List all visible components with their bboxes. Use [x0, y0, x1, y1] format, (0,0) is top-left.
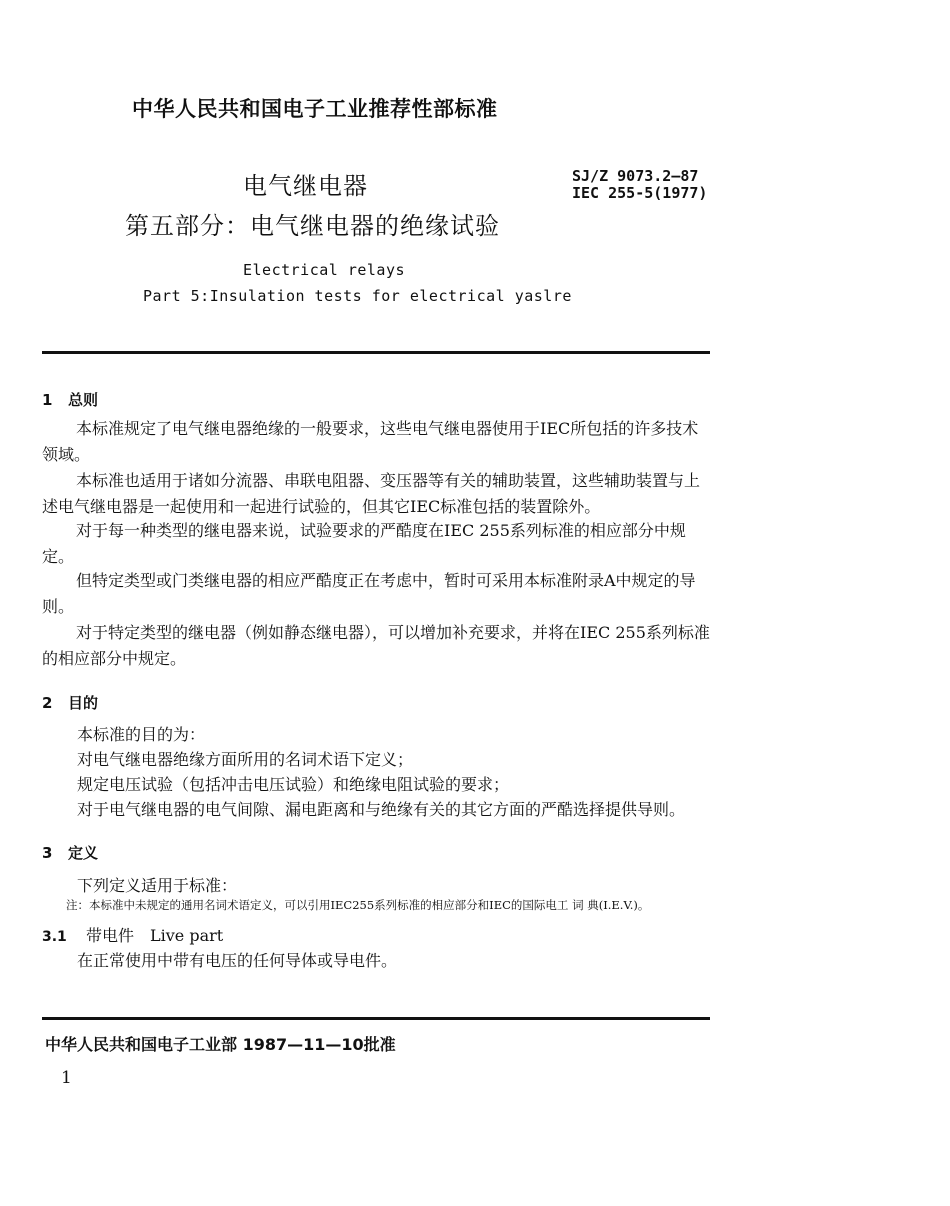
section-2-line: 本标准的目的为：: [77, 725, 206, 744]
document-title-zh-line2: 第五部分：电气继电器的绝缘试验: [125, 212, 500, 240]
document-title-en-line2: Part 5:Insulation tests for electrical yaslre: [143, 287, 572, 305]
standard-code: SJ/Z 9073.2—87: [572, 167, 699, 185]
section-1-paragraph: 但特定类型或门类继电器的相应严酷度正在考虑中，暂时可采用本标准附录A中规定的导则。: [42, 571, 696, 616]
section-1-paragraph: 本标准也适用于诸如分流器、串联电阻器、变压器等有关的辅助装置，这些辅助装置与上述电气继电器是一起使用和一起进行试验的，但其它IEC标准包括的装置除外。: [42, 471, 701, 516]
section-2-heading: [42, 692, 98, 713]
section-1-paragraph: 对于特定类型的继电器（例如静态继电器），可以增加补充要求，并将在IEC 255系列标准的相应部分中规定。: [42, 623, 710, 668]
section-1-paragraph: 对于每一种类型的继电器来说，试验要求的严酷度在IEC 255系列标准的相应部分中规定。: [42, 521, 686, 566]
section-2-title: 目的: [68, 694, 99, 712]
section-1-heading: [42, 389, 98, 410]
page-number: 1: [61, 1068, 72, 1088]
document-title-en-line1: Electrical relays: [243, 261, 406, 279]
section-1-number: 1: [42, 391, 53, 409]
definition-3-1-term: 带电件 Live part: [86, 926, 224, 945]
top-divider: [42, 351, 710, 354]
section-3-title: 定义: [68, 844, 99, 862]
document-title-zh-line1: 电气继电器: [243, 172, 368, 200]
iec-code: IEC 255-5(1977): [572, 184, 708, 202]
definition-3-1-text: 在正常使用中带有电压的任何导体或导电件。: [77, 951, 398, 970]
section-2-line: 规定电压试验（包括冲击电压试验）和绝缘电阻试验的要求；: [77, 775, 510, 794]
definition-3-1-number: 3.1: [42, 929, 67, 945]
section-3-heading: [42, 842, 98, 863]
ministry-standard-header: 中华人民共和国电子工业推荐性部标准: [132, 97, 498, 121]
section-2-line: 对于电气继电器的电气间隙、漏电距离和与绝缘有关的其它方面的严酷选择提供导则。: [77, 800, 686, 819]
section-3-number: 3: [42, 844, 53, 862]
section-2-number: 2: [42, 694, 53, 712]
section-2-line: 对电气继电器绝缘方面所用的名词术语下定义；: [77, 750, 414, 769]
definition-3-1: [42, 923, 223, 946]
section-1-paragraph: 本标准规定了电气继电器绝缘的一般要求，这些电气继电器使用于IEC所包括的许多技术领域。: [42, 419, 699, 464]
section-3-note: 注：本标准中未规定的通用名词术语定义，可以引用IEC255系列标准的相应部分和IEC的国际电工 词 典(I.E.V.)。: [66, 898, 650, 912]
section-1-title: 总则: [68, 391, 99, 409]
bottom-divider: [42, 1017, 710, 1020]
section-3-intro: 下列定义适用于标准：: [77, 876, 238, 895]
approval-line: 中华人民共和国电子工业部 1987—11—10批准: [45, 1035, 396, 1054]
